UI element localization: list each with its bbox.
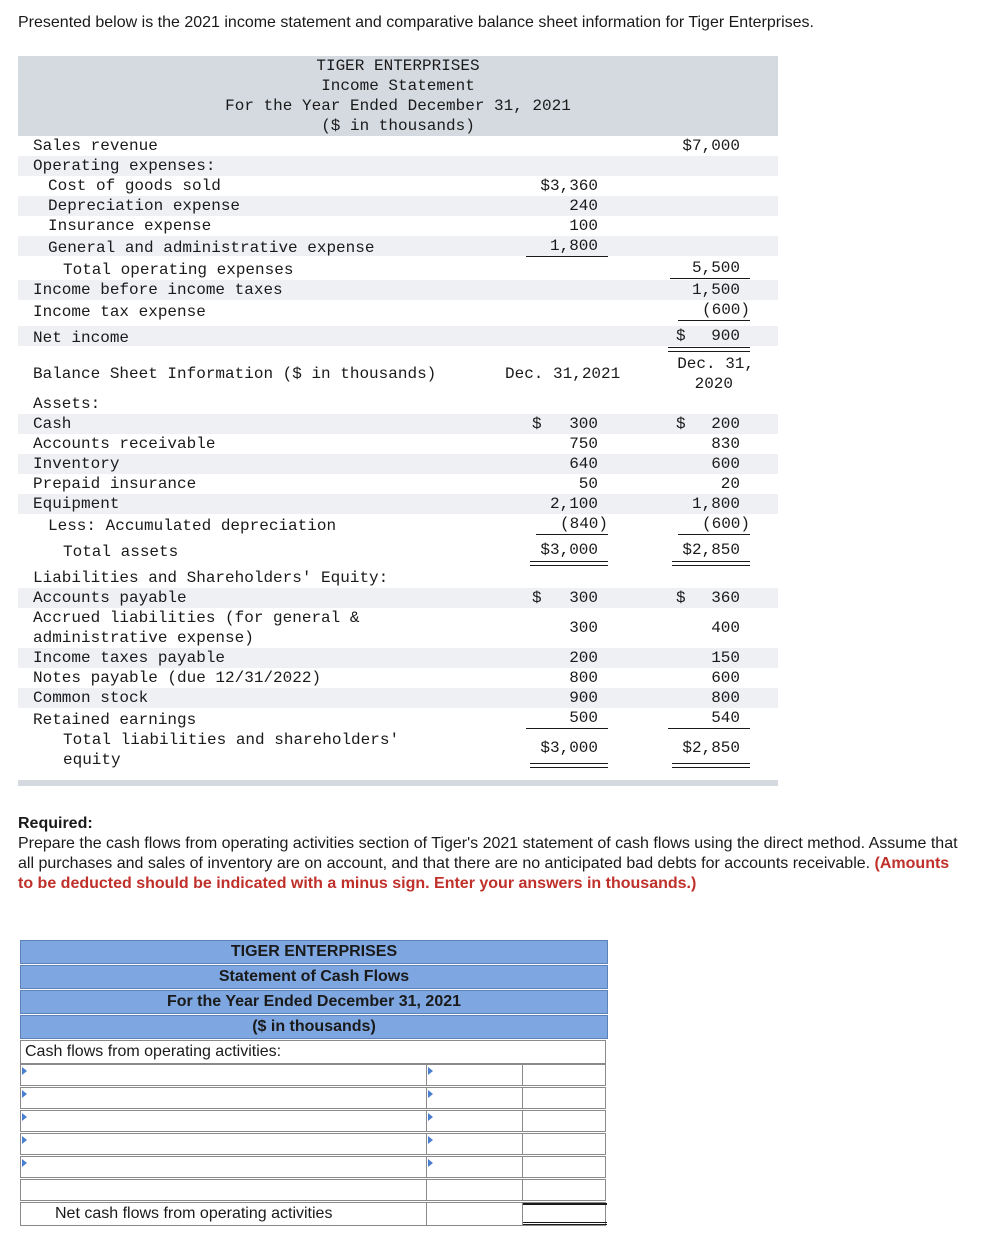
cf-description-input[interactable] [21,1134,426,1154]
cf-amount-input[interactable] [427,1134,522,1154]
ap-label: Accounts payable [33,589,187,607]
cf-total-cell [523,1134,607,1154]
cf-input-row [20,1179,606,1201]
cf-description-cell [21,1088,427,1108]
cash-dollar-2021: $ [532,415,542,433]
ni-label: Net income [33,329,130,347]
cf-description-input[interactable] [21,1088,426,1108]
itp-2021: 200 [569,649,598,667]
ins-label: Insurance expense [48,217,212,235]
cf-total-input[interactable] [523,1157,607,1177]
required-section [18,814,968,894]
ar-label: Accounts receivable [33,435,216,453]
required-body: Prepare the cash flows from operating activities section of Tiger's 2021 statement of cash flows using the direct method. Assume that all purchases and sales of inventory are on account, and that there are no anticipated bad debts for accounts receivable. [18,835,958,872]
ar-2021: 750 [569,435,598,453]
cs-2020: 800 [711,689,740,707]
ap-dollar-2021: $ [532,589,542,607]
sales-value: $7,000 [682,137,740,155]
notes-2021: 800 [569,669,598,687]
cf-units: ($ in thousands) [20,1015,608,1039]
total-le-2020: $2,850 [682,739,740,757]
itp-2020: 150 [711,649,740,667]
cf-total-input[interactable] [523,1180,607,1200]
prepaid-label: Prepaid insurance [33,475,197,493]
cf-amount-cell [427,1065,523,1085]
ar-2020: 830 [711,435,740,453]
dropdown-arrow-icon [22,1113,27,1121]
ga-label: General and administrative expense [48,239,375,257]
cf-description-cell [21,1157,427,1177]
row-band [18,494,778,514]
total-assets-label: Total assets [63,543,179,561]
cf-amount-input[interactable] [427,1088,522,1108]
cf-total-cell [523,1180,607,1200]
cf-amount-cell [427,1157,523,1177]
cash-label: Cash [33,415,72,433]
accrued-2020: 400 [711,619,740,637]
dropdown-arrow-icon [428,1090,433,1098]
notes-2020: 600 [711,669,740,687]
cf-section-row [20,1040,606,1064]
intro-text: Presented below is the 2021 income statement and comparative balance sheet information for Tiger Enterprises. [18,14,814,31]
accum-dep-2021: (840) [536,514,608,535]
cf-input-row [20,1064,606,1086]
cf-total-cell [523,1088,607,1108]
cash-flow-form [20,940,608,1230]
inventory-label: Inventory [33,455,120,473]
bs-col-2020-line2: 2020 [694,375,733,393]
cf-amount-input[interactable] [427,1065,522,1085]
required-heading: Required: [18,815,93,832]
cf-amount-cell [427,1088,523,1108]
tax-label: Income tax expense [33,303,206,321]
cf-total-input[interactable] [523,1111,607,1131]
cf-amount-cell [427,1134,523,1154]
sales-label: Sales revenue [33,137,158,155]
income-statement-header [18,56,778,136]
total-le-label-2: equity [63,751,121,769]
bs-title: Balance Sheet Information ($ in thousands) [33,365,437,383]
panel-bottom-border [18,780,778,786]
cogs-value: $3,360 [540,177,598,195]
cf-net-total-input[interactable] [523,1205,607,1222]
statement-period: For the Year Ended December 31, 2021 [225,97,571,115]
total-le-2020-underline [672,763,750,768]
dep-label: Depreciation expense [48,197,241,215]
cogs-label: Cost of goods sold [48,177,221,195]
ibt-value: 1,500 [691,281,740,299]
cf-description-cell [21,1111,427,1131]
cash-2021: 300 [569,415,598,433]
cf-total-cell [523,1111,607,1131]
dropdown-arrow-icon [22,1090,27,1098]
equipment-2020: 1,800 [691,495,740,513]
ins-value: 100 [569,217,598,235]
accrued-label-2: administrative expense) [33,629,254,647]
dropdown-arrow-icon [22,1067,27,1075]
cf-period: For the Year Ended December 31, 2021 [20,990,608,1014]
cf-description-input[interactable] [21,1111,426,1131]
cf-total-input[interactable] [523,1134,607,1154]
bs-col-2021: Dec. 31,2021 [505,365,621,383]
cf-net-row [20,1202,606,1226]
cf-input-row [20,1133,606,1155]
cf-total-cell [523,1157,607,1177]
cf-net-label: Net cash flows from operating activities [55,1205,333,1222]
cf-description-cell [21,1065,427,1085]
assets-label: Assets: [33,395,101,413]
accum-dep-2020: (600) [678,514,750,535]
cf-description-input[interactable] [21,1157,426,1177]
equipment-label: Equipment [33,495,120,513]
cf-section-label: Cash flows from operating activities: [25,1043,282,1060]
dropdown-arrow-icon [428,1067,433,1075]
re-2021: 500 [526,708,608,729]
cf-amount-cell [427,1111,523,1131]
total-le-2021-underline [530,763,608,768]
company-name: TIGER ENTERPRISES [316,57,480,75]
ap-dollar-2020: $ [676,589,686,607]
liab-label: Liabilities and Shareholders' Equity: [33,569,389,587]
cf-description-cell [21,1180,427,1200]
total-le-2021: $3,000 [540,739,598,757]
ibt-label: Income before income taxes [33,281,283,299]
total-assets-2020-underline [672,561,750,566]
cf-company-name: TIGER ENTERPRISES [20,940,608,964]
ni-dollar: $ [676,327,686,345]
cf-statement-title: Statement of Cash Flows [20,965,608,989]
total-assets-2020: $2,850 [682,541,740,559]
cf-description-cell [21,1134,427,1154]
dropdown-arrow-icon [428,1136,433,1144]
ap-2020: 360 [711,589,740,607]
row-band [18,454,778,474]
statement-title: Income Statement [321,77,475,95]
cash-dollar-2020: $ [676,415,686,433]
financial-statements-panel [18,56,778,786]
total-assets-2021: $3,000 [540,541,598,559]
row-band [18,326,778,346]
required-text [18,834,968,894]
cf-input-row [20,1110,606,1132]
cf-body [20,1040,608,1230]
cf-net-total-cell [523,1203,607,1225]
cf-description-input[interactable] [21,1180,426,1200]
dropdown-arrow-icon [428,1159,433,1167]
prepaid-2020: 20 [720,475,740,493]
row-band [18,414,778,434]
dropdown-arrow-icon [22,1159,27,1167]
re-label: Retained earnings [33,711,197,729]
total-opex-value: 5,500 [670,258,750,279]
notes-label: Notes payable (due 12/31/2022) [33,669,322,687]
inventory-2021: 640 [569,455,598,473]
tax-value: (600) [678,300,750,321]
accrued-2021: 300 [569,619,598,637]
cash-2020: 200 [711,415,740,433]
cf-total-cell [523,1065,607,1085]
dropdown-arrow-icon [428,1113,433,1121]
cf-description-input[interactable] [21,1065,426,1085]
ni-double-underline [668,347,750,352]
cf-input-row [20,1087,606,1109]
total-le-label-1: Total liabilities and shareholders' [63,731,400,749]
cf-amount-input[interactable] [427,1157,522,1177]
dep-value: 240 [569,197,598,215]
total-assets-2021-underline [530,561,608,566]
cs-2021: 900 [569,689,598,707]
cf-net-label-cell [21,1203,427,1225]
equipment-2021: 2,100 [549,495,598,513]
cf-amount-input[interactable] [427,1111,522,1131]
dropdown-arrow-icon [22,1136,27,1144]
cs-label: Common stock [33,689,149,707]
inventory-2020: 600 [711,455,740,473]
ga-value: 1,800 [526,236,608,257]
bs-col-2020-line1: Dec. 31, [677,355,754,373]
accrued-label-1: Accrued liabilities (for general & [33,609,360,627]
re-2020: 540 [668,708,750,729]
cf-input-row [20,1156,606,1178]
opex-label: Operating expenses: [33,157,216,175]
cf-total-input[interactable] [523,1088,607,1108]
ap-2021: 300 [569,589,598,607]
required-note: (Amounts to be deducted should be indicated with a minus sign. Enter your answers in thousands.) [18,855,950,892]
total-opex-label: Total operating expenses [63,261,294,279]
statement-units: ($ in thousands) [321,117,475,135]
accum-dep-label: Less: Accumulated depreciation [48,517,337,535]
cf-net-amount-cell [427,1203,523,1225]
ni-value: 900 [711,327,740,345]
prepaid-2021: 50 [578,475,598,493]
cf-total-input[interactable] [523,1065,607,1085]
cf-amount-cell [427,1180,523,1200]
itp-label: Income taxes payable [33,649,226,667]
cf-amount-input[interactable] [427,1180,522,1200]
